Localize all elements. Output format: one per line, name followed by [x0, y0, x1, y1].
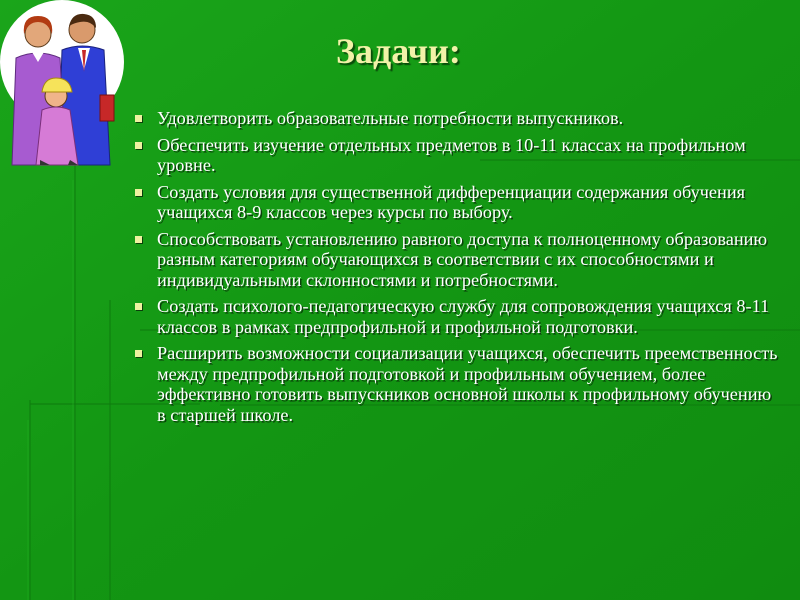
list-item-text: Удовлетворить образовательные потребности выпускников.	[157, 108, 624, 128]
square-bullet-icon	[135, 303, 142, 310]
square-bullet-icon	[135, 236, 142, 243]
square-bullet-icon	[135, 189, 142, 196]
list-item-text: Расширить возможности социализации учащихся, обеспечить преемственность между предпрофильной подготовкой и профильным обучением, более эффективно готовить выпускников основной школы к профильному обучению в старшей школе.	[157, 343, 778, 425]
list-item-text: Создать психолого-педагогическую службу для сопровождения учащихся 8-11 классов в рамках предпрофильной и профильной подготовки.	[157, 296, 770, 337]
square-bullet-icon	[135, 350, 142, 357]
list-item-text: Способствовать установлению равного доступа к полноценному образованию разным категориям обучающихся в соответствии с их способностями и индивидуальными склонностями и потребностями.	[157, 228, 768, 290]
list-item	[130, 229, 780, 291]
slide-title: Задачи:	[336, 31, 461, 71]
list-item	[130, 108, 780, 129]
list-item	[130, 182, 780, 223]
list-item	[130, 343, 780, 425]
list-item-text: Обеспечить изучение отдельных предметов в 10-11 классах на профильном уровне.	[157, 134, 746, 175]
square-bullet-icon	[135, 115, 142, 122]
family-clipart-icon	[0, 0, 130, 170]
list-item-text: Создать условия для существенной дифференциации содержания обучения учащихся 8-9 классов через курсы по выбору.	[157, 181, 746, 222]
task-list	[130, 108, 780, 431]
list-item	[130, 135, 780, 176]
square-bullet-icon	[135, 142, 142, 149]
list-item	[130, 296, 780, 337]
